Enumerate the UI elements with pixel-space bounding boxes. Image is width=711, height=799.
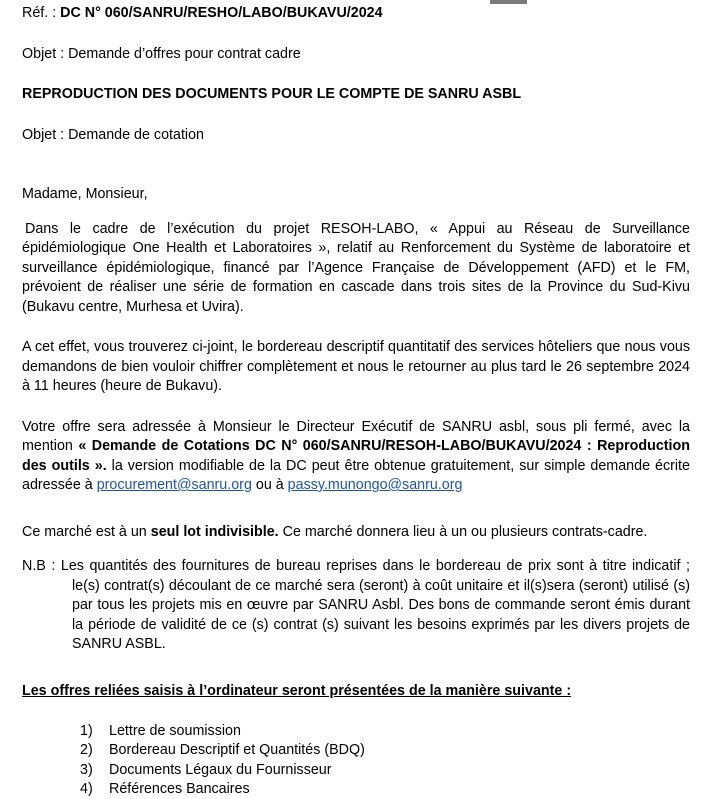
submission-quoted-mention: « Demande de Cotations DC N° 060/SANRU/RESOH-LABO/BUKAVU/2024 : Reproduction des outils ». [22, 438, 690, 474]
spacer [22, 317, 690, 338]
spacer [22, 105, 690, 126]
reference-value: DC N° 060/SANRU/RESHO/LABO/BUKAVU/2024 [60, 5, 383, 21]
note-nb [22, 557, 690, 655]
reference-line [22, 4, 690, 24]
note-nb-text: Les quantités des fournitures de bureau reprises dans le bordereau de prix sont à titre indicatif ; le(s) contrat(s) découlant de ce marché sera (seront) à coût unitaire et il(s)sera (seront) utilisé (s) par tous les projets mis en œuvre par SANRU Asbl. Des bons de commande seront émis durant la période de validité de ce (s) contrat (s) suivant les besoins exprimés par les divers projets de SANRU ASBL. [60, 558, 690, 652]
list-item-label: Références Bancaires [109, 780, 250, 797]
submission-text-part-2: la version modifiable de la DC peut être obtenue gratuitement, sur simple demande écrite adressée à [22, 457, 690, 493]
offers-heading: Les offres reliées saisis à l’ordinateur seront présentées de la manière suivante : [22, 682, 572, 699]
paragraph-project-context: Dans le cadre de l’exécution du projet RESOH-LABO, « Appui au Réseau de Surveillance épidémiologique One Health et Laboratoires », relatif au Renforcement du Système de laboratoire et surveillance épidémiologique, financé par l’Agence Française de Développement (AFD) et le FM, prévoient de réaliser une série de formation en cascade dans trois sites de la Province du Sud-Kivu (Bukavu centre, Murhesa et Uvira). [22, 220, 690, 315]
spacer [22, 64, 690, 85]
list-item-label: Bordereau Descriptif et Quantités (BDQ) [109, 742, 365, 759]
spacer [22, 701, 690, 722]
lot-text-part-2: Ce marché donnera lieu à un ou plusieurs contrats-cadre. [278, 523, 648, 540]
salutation: Madame, Monsieur, [22, 186, 148, 202]
paragraph-submission [22, 418, 690, 496]
list-item-label: Documents Légaux du Fournisseur [109, 761, 332, 778]
top-edge-artifact [490, 0, 527, 4]
paragraph-lot [22, 523, 690, 543]
email-link-procurement[interactable]: procurement@sanru.org [96, 477, 252, 493]
lot-text-part-1: Ce marché est à un [22, 523, 151, 540]
list-item [22, 741, 690, 760]
list-item-number: 1) [80, 723, 93, 739]
document-title: REPRODUCTION DES DOCUMENTS POUR LE COMPTE DE SANRU ASBL [22, 86, 522, 102]
document-body [22, 0, 690, 799]
objet-line-1: Objet : Demande d’offres pour contrat cadre [22, 45, 301, 62]
spacer [22, 145, 690, 185]
list-item [22, 761, 690, 780]
spacer [22, 397, 690, 418]
objet-line-2: Objet : Demande de cotation [22, 126, 204, 143]
note-nb-label: N.B : [22, 558, 61, 574]
reference-label: Réf. : [22, 5, 61, 21]
list-item [22, 780, 690, 799]
submission-text-part-1: Votre offre sera adressée à Monsieur le Directeur Exécutif de SANRU asbl, sous pli fermé, avec la mention [22, 418, 690, 454]
list-item-label: Lettre de soumission [109, 723, 241, 739]
between-emails-text: ou à [251, 477, 288, 493]
list-item [22, 722, 690, 741]
spacer [22, 205, 690, 220]
email-link-passy-munongo[interactable]: passy.munongo@sanru.org [287, 477, 463, 493]
offers-list [22, 722, 690, 799]
list-item-number: 2) [80, 742, 93, 759]
lot-bold-phrase: seul lot indivisible. [150, 523, 279, 540]
spacer [22, 24, 690, 45]
spacer [22, 496, 690, 523]
list-item-number: 3) [80, 761, 93, 778]
spacer [22, 655, 690, 682]
spacer [22, 542, 690, 557]
list-item-number: 4) [80, 780, 93, 797]
paragraph-deadline: A cet effet, vous trouverez ci-joint, le bordereau descriptif quantitatif des services hôteliers que nous vous demandons de bien vouloir chiffrer complètement et nous le retourner au plus tard le 26 septembre 2024 à 11 heures (heure de Bukavu). [22, 339, 690, 394]
